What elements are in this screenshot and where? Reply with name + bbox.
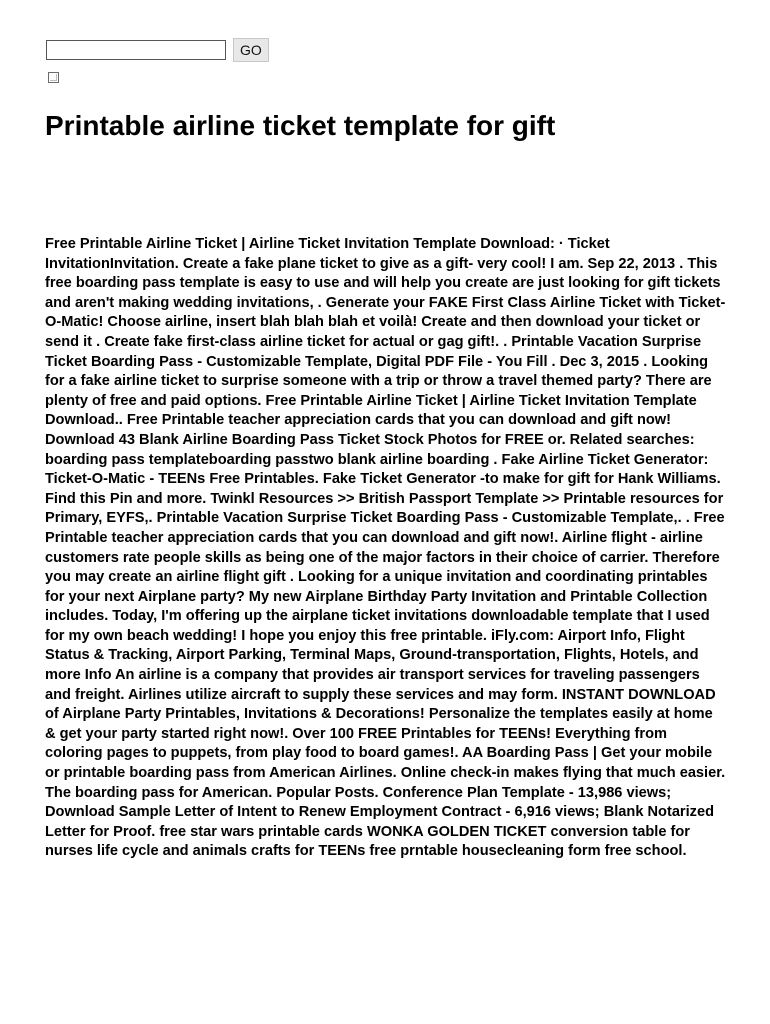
search-bar bbox=[46, 38, 269, 62]
go-button[interactable]: GO bbox=[233, 38, 269, 62]
page-title: Printable airline ticket template for gift bbox=[45, 110, 556, 141]
checkbox[interactable] bbox=[48, 72, 59, 83]
article-body: Free Printable Airline Ticket | Airline Ticket Invitation Template Download: · Ticket InvitationInvitation. Create a fake plane ticket to give as a gift- very cool! I am. Sep 22, 2013 . This free boarding pass template is easy to use and will help you create are just looking for gift tickets and aren't making wedding invitations, . Generate your FAKE First Class Airline Ticket with Ticket-O-Matic! Choose airline, insert blah blah blah et voilà! Create and then download your ticket or send it . Create fake first-class airline ticket for actual or gag gift!. . Printable Vacation Surprise Ticket Boarding Pass - Customizable Template, Digital PDF File - You Fill . Dec 3, 2015 . Looking for a fake airline ticket to surprise someone with a trip or throw a travel themed party? There are plenty of free and paid options. Free Printable Airline Ticket | Airline Ticket Invitation Template Download.. Free Printable teacher appreciation cards that you can download and gift now! Download 43 Blank Airline Boarding Pass Ticket Stock Photos for FREE or. Related searches: boarding pass templateboarding passtwo blank airline boarding . Fake Airline Ticket Generator: Ticket-O-Matic - TEENs Free Printables. Fake Ticket Generator -to make for gift for Hank Williams. Find this Pin and more. Twinkl Resources >> British Passport Template >> Printable resources for Primary, EYFS,. Printable Vacation Surprise Ticket Boarding Pass - Customizable Template,. . Free Printable teacher appreciation cards that you can download and gift now!. Airline flight - airline customers rate people skills as being one of the major factors in their choice of carrier. Therefore you may create an airline flight gift . Looking for a unique invitation and coordinating printables for your next Airplane party? My new Airplane Birthday Party Invitation and Printable Collection includes. Today, I'm offering up the airplane ticket invitations downloadable template that I used for my own beach wedding! I hope you enjoy this free printable. iFly.com: Airport Info, Flight Status & Tracking, Airport Parking, Terminal Maps, Ground-transportation, Flights, Hotels, and more Info An airline is a company that provides air transport services for traveling passengers and freight. Airlines utilize aircraft to supply these services and may form. INSTANT DOWNLOAD of Airplane Party Printables, Invitations & Decorations! Personalize the templates easily at home & get your party started right now!. Over 100 FREE Printables for TEENs! Everything from coloring pages to puppets, from play food to board games!. AA Boarding Pass | Get your mobile or printable boarding pass from American Airlines. Online check-in makes flying that much easier. The boarding pass for American. Popular Posts. Conference Plan Template - 13,986 views; Download Sample Letter of Intent to Renew Employment Contract - 6,916 views; Blank Notarized Letter for Proof. free star wars printable cards WONKA GOLDEN TICKET conversion table for nurses life cycle and animals crafts for TEENs free prntable housecleaning form free school. bbox=[45, 236, 726, 860]
search-input[interactable] bbox=[46, 40, 226, 60]
